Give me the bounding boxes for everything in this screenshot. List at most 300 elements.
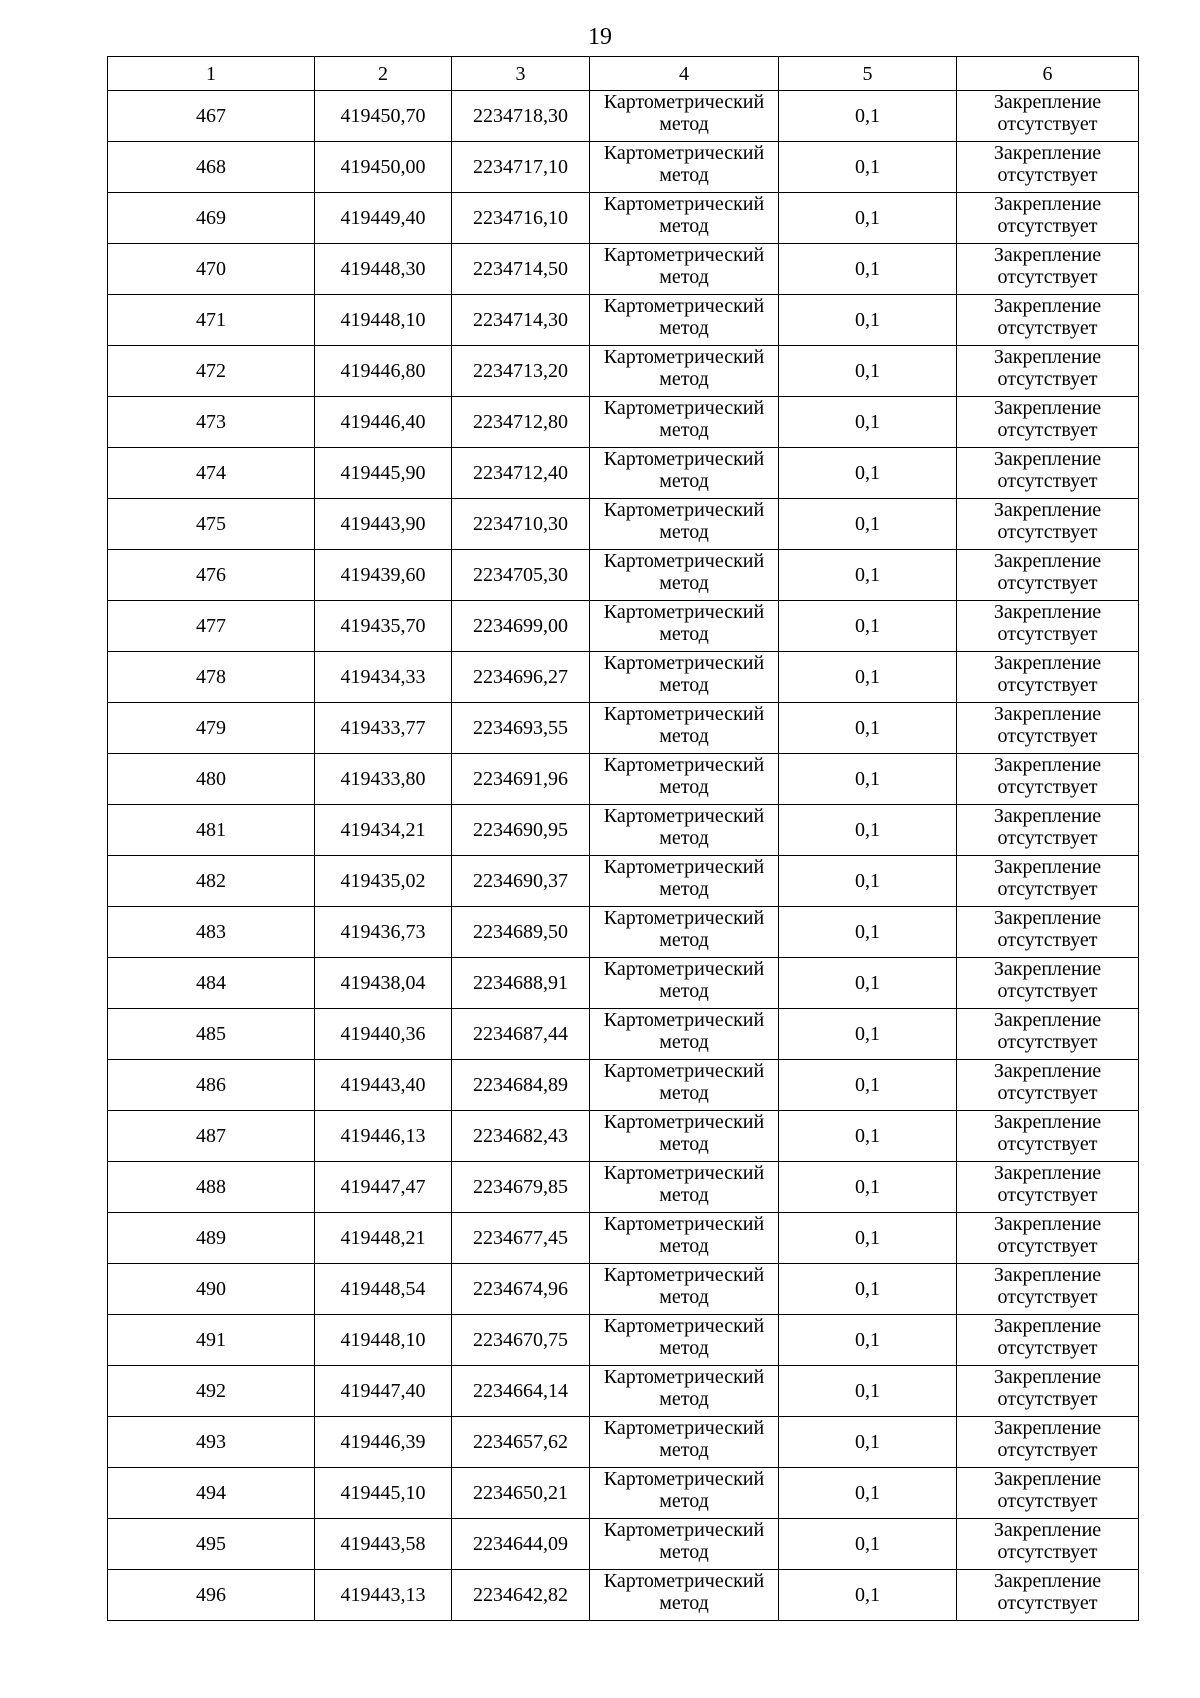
fixation-cell-line-2: отсутствует: [997, 776, 1098, 798]
fixation-cell-line-1: Закрепление: [993, 1111, 1102, 1133]
table-row: [108, 805, 1139, 856]
point-number-cell: 487: [108, 1111, 315, 1162]
method-cell: [590, 805, 779, 856]
y-coordinate-cell: 2234699,00: [452, 601, 590, 652]
method-cell-line-2: метод: [659, 878, 709, 900]
y-coordinate-cell: 2234712,40: [452, 448, 590, 499]
method-cell-text: [590, 448, 778, 492]
fixation-cell-line-1: Закрепление: [993, 1009, 1102, 1031]
x-coordinate-cell: 419448,54: [315, 1264, 452, 1315]
method-cell-line-1: Картометрический: [603, 856, 765, 878]
method-cell-line-2: метод: [659, 776, 709, 798]
fixation-cell: [957, 1060, 1139, 1111]
fixation-cell-line-2: отсутствует: [997, 1235, 1098, 1257]
fixation-cell-line-1: Закрепление: [993, 856, 1102, 878]
method-cell: [590, 1315, 779, 1366]
table-row: [108, 244, 1139, 295]
fixation-cell-text: [957, 91, 1138, 135]
fixation-cell-line-2: отсутствует: [997, 1541, 1098, 1563]
accuracy-cell: 0,1: [779, 1264, 957, 1315]
fixation-cell-line-1: Закрепление: [993, 346, 1102, 368]
method-cell-line-1: Картометрический: [603, 1213, 765, 1235]
point-number-cell: 476: [108, 550, 315, 601]
method-cell-text: [590, 499, 778, 543]
point-number-cell: 480: [108, 754, 315, 805]
fixation-cell-line-1: Закрепление: [993, 1315, 1102, 1337]
method-cell: [590, 295, 779, 346]
method-cell-line-1: Картометрический: [603, 958, 765, 980]
fixation-cell-line-2: отсутствует: [997, 317, 1098, 339]
table-row: [108, 652, 1139, 703]
point-number-cell: 486: [108, 1060, 315, 1111]
x-coordinate-cell: 419435,70: [315, 601, 452, 652]
point-number-cell: 484: [108, 958, 315, 1009]
fixation-cell-line-2: отсутствует: [997, 623, 1098, 645]
table-row: [108, 1009, 1139, 1060]
fixation-cell-line-2: отсутствует: [997, 1337, 1098, 1359]
fixation-cell: [957, 703, 1139, 754]
point-number-cell: 472: [108, 346, 315, 397]
fixation-cell-text: [957, 1315, 1138, 1359]
method-cell-line-1: Картометрический: [603, 907, 765, 929]
fixation-cell-line-2: отсутствует: [997, 521, 1098, 543]
accuracy-cell: 0,1: [779, 1366, 957, 1417]
point-number-cell: 479: [108, 703, 315, 754]
point-number-cell: 489: [108, 1213, 315, 1264]
fixation-cell-line-1: Закрепление: [993, 193, 1102, 215]
method-cell: [590, 346, 779, 397]
fixation-cell: [957, 907, 1139, 958]
column-header-3: 3: [452, 57, 590, 91]
point-number-cell: 482: [108, 856, 315, 907]
fixation-cell-line-1: Закрепление: [993, 601, 1102, 623]
point-number-cell: 481: [108, 805, 315, 856]
x-coordinate-cell: 419438,04: [315, 958, 452, 1009]
accuracy-cell: 0,1: [779, 550, 957, 601]
method-cell-line-2: метод: [659, 980, 709, 1002]
fixation-cell-line-2: отсутствует: [997, 1286, 1098, 1308]
method-cell-text: [590, 1366, 778, 1410]
method-cell-text: [590, 550, 778, 594]
y-coordinate-cell: 2234688,91: [452, 958, 590, 1009]
fixation-cell-line-1: Закрепление: [993, 805, 1102, 827]
method-cell: [590, 1009, 779, 1060]
y-coordinate-cell: 2234718,30: [452, 91, 590, 142]
method-cell-line-1: Картометрический: [603, 295, 765, 317]
y-coordinate-cell: 2234642,82: [452, 1570, 590, 1621]
method-cell-line-1: Картометрический: [603, 805, 765, 827]
method-cell: [590, 601, 779, 652]
method-cell-line-2: метод: [659, 1133, 709, 1155]
point-number-cell: 474: [108, 448, 315, 499]
column-header-4: 4: [590, 57, 779, 91]
table-row: [108, 91, 1139, 142]
y-coordinate-cell: 2234657,62: [452, 1417, 590, 1468]
fixation-cell-line-1: Закрепление: [993, 1366, 1102, 1388]
method-cell-line-2: метод: [659, 623, 709, 645]
y-coordinate-cell: 2234712,80: [452, 397, 590, 448]
method-cell-line-2: метод: [659, 1388, 709, 1410]
method-cell-line-1: Картометрический: [603, 91, 765, 113]
method-cell-line-2: метод: [659, 1439, 709, 1461]
accuracy-cell: 0,1: [779, 703, 957, 754]
fixation-cell-text: [957, 499, 1138, 543]
fixation-cell-line-2: отсутствует: [997, 980, 1098, 1002]
point-number-cell: 471: [108, 295, 315, 346]
point-number-cell: 470: [108, 244, 315, 295]
method-cell: [590, 958, 779, 1009]
method-cell: [590, 1162, 779, 1213]
accuracy-cell: 0,1: [779, 601, 957, 652]
y-coordinate-cell: 2234677,45: [452, 1213, 590, 1264]
fixation-cell: [957, 958, 1139, 1009]
fixation-cell-line-1: Закрепление: [993, 1417, 1102, 1439]
method-cell-line-2: метод: [659, 215, 709, 237]
x-coordinate-cell: 419443,90: [315, 499, 452, 550]
method-cell-line-2: метод: [659, 164, 709, 186]
method-cell: [590, 193, 779, 244]
method-cell-text: [590, 1264, 778, 1308]
point-number-cell: 469: [108, 193, 315, 244]
accuracy-cell: 0,1: [779, 1009, 957, 1060]
column-header-1: 1: [108, 57, 315, 91]
fixation-cell-line-2: отсутствует: [997, 164, 1098, 186]
method-cell-text: [590, 805, 778, 849]
fixation-cell-text: [957, 448, 1138, 492]
fixation-cell-line-1: Закрепление: [993, 652, 1102, 674]
accuracy-cell: 0,1: [779, 1315, 957, 1366]
fixation-cell-text: [957, 1213, 1138, 1257]
fixation-cell-line-2: отсутствует: [997, 266, 1098, 288]
fixation-cell-text: [957, 1366, 1138, 1410]
fixation-cell-text: [957, 1111, 1138, 1155]
accuracy-cell: 0,1: [779, 244, 957, 295]
table-row: [108, 1162, 1139, 1213]
fixation-cell: [957, 1519, 1139, 1570]
method-cell-line-2: метод: [659, 827, 709, 849]
method-cell-line-1: Картометрический: [603, 1162, 765, 1184]
fixation-cell-text: [957, 346, 1138, 390]
fixation-cell-text: [957, 856, 1138, 900]
point-number-cell: 478: [108, 652, 315, 703]
fixation-cell-text: [957, 958, 1138, 1002]
fixation-cell: [957, 346, 1139, 397]
fixation-cell-text: [957, 193, 1138, 237]
fixation-cell-text: [957, 1009, 1138, 1053]
method-cell-line-2: метод: [659, 572, 709, 594]
fixation-cell-text: [957, 907, 1138, 951]
method-cell-text: [590, 1111, 778, 1155]
table-row: [108, 1468, 1139, 1519]
x-coordinate-cell: 419434,33: [315, 652, 452, 703]
method-cell: [590, 754, 779, 805]
method-cell-text: [590, 856, 778, 900]
fixation-cell: [957, 448, 1139, 499]
y-coordinate-cell: 2234716,10: [452, 193, 590, 244]
fixation-cell: [957, 601, 1139, 652]
fixation-cell-text: [957, 1570, 1138, 1614]
method-cell-line-1: Картометрический: [603, 193, 765, 215]
fixation-cell: [957, 193, 1139, 244]
method-cell-line-1: Картометрический: [603, 142, 765, 164]
fixation-cell-line-1: Закрепление: [993, 91, 1102, 113]
fixation-cell-text: [957, 142, 1138, 186]
y-coordinate-cell: 2234713,20: [452, 346, 590, 397]
y-coordinate-cell: 2234682,43: [452, 1111, 590, 1162]
y-coordinate-cell: 2234690,95: [452, 805, 590, 856]
fixation-cell-line-2: отсутствует: [997, 1133, 1098, 1155]
x-coordinate-cell: 419439,60: [315, 550, 452, 601]
method-cell-text: [590, 346, 778, 390]
accuracy-cell: 0,1: [779, 1111, 957, 1162]
method-cell-text: [590, 1213, 778, 1257]
fixation-cell-line-1: Закрепление: [993, 958, 1102, 980]
fixation-cell-line-2: отсутствует: [997, 1082, 1098, 1104]
method-cell: [590, 703, 779, 754]
accuracy-cell: 0,1: [779, 958, 957, 1009]
accuracy-cell: 0,1: [779, 754, 957, 805]
fixation-cell-line-2: отсутствует: [997, 1439, 1098, 1461]
point-number-cell: 492: [108, 1366, 315, 1417]
fixation-cell: [957, 1264, 1139, 1315]
y-coordinate-cell: 2234714,50: [452, 244, 590, 295]
coordinates-table: [107, 56, 1139, 1621]
x-coordinate-cell: 419449,40: [315, 193, 452, 244]
fixation-cell-text: [957, 703, 1138, 747]
fixation-cell-text: [957, 1264, 1138, 1308]
x-coordinate-cell: 419443,13: [315, 1570, 452, 1621]
method-cell-line-2: метод: [659, 521, 709, 543]
fixation-cell-text: [957, 1468, 1138, 1512]
fixation-cell-line-2: отсутствует: [997, 1184, 1098, 1206]
fixation-cell-line-1: Закрепление: [993, 703, 1102, 725]
method-cell-text: [590, 601, 778, 645]
fixation-cell: [957, 805, 1139, 856]
point-number-cell: 494: [108, 1468, 315, 1519]
accuracy-cell: 0,1: [779, 805, 957, 856]
y-coordinate-cell: 2234690,37: [452, 856, 590, 907]
method-cell: [590, 499, 779, 550]
accuracy-cell: 0,1: [779, 1213, 957, 1264]
fixation-cell-line-1: Закрепление: [993, 1264, 1102, 1286]
fixation-cell-line-1: Закрепление: [993, 142, 1102, 164]
fixation-cell-text: [957, 397, 1138, 441]
method-cell-text: [590, 1570, 778, 1614]
table-row: [108, 1060, 1139, 1111]
y-coordinate-cell: 2234687,44: [452, 1009, 590, 1060]
method-cell: [590, 1468, 779, 1519]
fixation-cell-line-1: Закрепление: [993, 499, 1102, 521]
method-cell: [590, 142, 779, 193]
method-cell-line-1: Картометрический: [603, 499, 765, 521]
y-coordinate-cell: 2234684,89: [452, 1060, 590, 1111]
accuracy-cell: 0,1: [779, 1570, 957, 1621]
method-cell: [590, 397, 779, 448]
method-cell-line-1: Картометрический: [603, 703, 765, 725]
fixation-cell-text: [957, 550, 1138, 594]
table-row: [108, 499, 1139, 550]
fixation-cell: [957, 1009, 1139, 1060]
method-cell-line-2: метод: [659, 317, 709, 339]
fixation-cell-line-1: Закрепление: [993, 1162, 1102, 1184]
x-coordinate-cell: 419450,00: [315, 142, 452, 193]
y-coordinate-cell: 2234693,55: [452, 703, 590, 754]
method-cell-line-2: метод: [659, 1337, 709, 1359]
fixation-cell-line-2: отсутствует: [997, 215, 1098, 237]
method-cell: [590, 907, 779, 958]
table-row: [108, 907, 1139, 958]
fixation-cell-line-1: Закрепление: [993, 1060, 1102, 1082]
fixation-cell-line-1: Закрепление: [993, 1468, 1102, 1490]
table-row: [108, 754, 1139, 805]
y-coordinate-cell: 2234696,27: [452, 652, 590, 703]
fixation-cell-text: [957, 1417, 1138, 1461]
fixation-cell: [957, 499, 1139, 550]
method-cell-line-1: Картометрический: [603, 1570, 765, 1592]
method-cell-line-2: метод: [659, 674, 709, 696]
accuracy-cell: 0,1: [779, 142, 957, 193]
method-cell: [590, 1570, 779, 1621]
table-row: [108, 1315, 1139, 1366]
method-cell: [590, 91, 779, 142]
table-row: [108, 1570, 1139, 1621]
fixation-cell-line-1: Закрепление: [993, 1213, 1102, 1235]
point-number-cell: 488: [108, 1162, 315, 1213]
method-cell-text: [590, 958, 778, 1002]
fixation-cell: [957, 856, 1139, 907]
table-row: [108, 193, 1139, 244]
fixation-cell-line-2: отсутствует: [997, 929, 1098, 951]
method-cell: [590, 1417, 779, 1468]
fixation-cell-line-2: отсутствует: [997, 1388, 1098, 1410]
method-cell-line-2: метод: [659, 929, 709, 951]
method-cell: [590, 1111, 779, 1162]
point-number-cell: 467: [108, 91, 315, 142]
method-cell-text: [590, 193, 778, 237]
fixation-cell: [957, 1468, 1139, 1519]
method-cell-line-2: метод: [659, 1490, 709, 1512]
fixation-cell: [957, 754, 1139, 805]
method-cell-line-2: метод: [659, 1592, 709, 1614]
method-cell-line-1: Картометрический: [603, 1519, 765, 1541]
method-cell-line-2: метод: [659, 1286, 709, 1308]
fixation-cell: [957, 1366, 1139, 1417]
table-body: [108, 91, 1139, 1621]
method-cell-text: [590, 295, 778, 339]
y-coordinate-cell: 2234644,09: [452, 1519, 590, 1570]
fixation-cell-line-2: отсутствует: [997, 470, 1098, 492]
fixation-cell-line-1: Закрепление: [993, 448, 1102, 470]
method-cell: [590, 550, 779, 601]
x-coordinate-cell: 419448,10: [315, 1315, 452, 1366]
accuracy-cell: 0,1: [779, 652, 957, 703]
table-row: [108, 142, 1139, 193]
method-cell-line-1: Картометрический: [603, 652, 765, 674]
y-coordinate-cell: 2234679,85: [452, 1162, 590, 1213]
method-cell-text: [590, 703, 778, 747]
accuracy-cell: 0,1: [779, 856, 957, 907]
method-cell-line-1: Картометрический: [603, 1417, 765, 1439]
point-number-cell: 485: [108, 1009, 315, 1060]
method-cell-line-2: метод: [659, 266, 709, 288]
method-cell-line-2: метод: [659, 470, 709, 492]
fixation-cell-text: [957, 295, 1138, 339]
y-coordinate-cell: 2234714,30: [452, 295, 590, 346]
accuracy-cell: 0,1: [779, 1519, 957, 1570]
method-cell-line-2: метод: [659, 113, 709, 135]
method-cell-text: [590, 652, 778, 696]
method-cell: [590, 1060, 779, 1111]
x-coordinate-cell: 419434,21: [315, 805, 452, 856]
method-cell-line-1: Картометрический: [603, 1468, 765, 1490]
y-coordinate-cell: 2234650,21: [452, 1468, 590, 1519]
fixation-cell: [957, 397, 1139, 448]
table-row: [108, 295, 1139, 346]
x-coordinate-cell: 419445,10: [315, 1468, 452, 1519]
point-number-cell: 493: [108, 1417, 315, 1468]
column-header-5: 5: [779, 57, 957, 91]
column-header-6: 6: [957, 57, 1139, 91]
method-cell: [590, 1366, 779, 1417]
method-cell-text: [590, 1519, 778, 1563]
method-cell-line-1: Картометрический: [603, 244, 765, 266]
y-coordinate-cell: 2234674,96: [452, 1264, 590, 1315]
accuracy-cell: 0,1: [779, 1417, 957, 1468]
table-row: [108, 550, 1139, 601]
method-cell-text: [590, 1060, 778, 1104]
point-number-cell: 468: [108, 142, 315, 193]
x-coordinate-cell: 419435,02: [315, 856, 452, 907]
fixation-cell-text: [957, 1519, 1138, 1563]
x-coordinate-cell: 419446,13: [315, 1111, 452, 1162]
point-number-cell: 483: [108, 907, 315, 958]
point-number-cell: 477: [108, 601, 315, 652]
fixation-cell: [957, 295, 1139, 346]
x-coordinate-cell: 419447,40: [315, 1366, 452, 1417]
x-coordinate-cell: 419436,73: [315, 907, 452, 958]
table-row: [108, 856, 1139, 907]
point-number-cell: 473: [108, 397, 315, 448]
x-coordinate-cell: 419445,90: [315, 448, 452, 499]
y-coordinate-cell: 2234689,50: [452, 907, 590, 958]
point-number-cell: 490: [108, 1264, 315, 1315]
page-number: 19: [588, 24, 612, 50]
fixation-cell-line-2: отсутствует: [997, 572, 1098, 594]
method-cell-line-1: Картометрический: [603, 346, 765, 368]
method-cell: [590, 244, 779, 295]
method-cell-text: [590, 1417, 778, 1461]
table-row: [108, 1519, 1139, 1570]
method-cell-text: [590, 1315, 778, 1359]
method-cell-text: [590, 1162, 778, 1206]
method-cell-text: [590, 907, 778, 951]
fixation-cell: [957, 1162, 1139, 1213]
fixation-cell-line-2: отсутствует: [997, 1490, 1098, 1512]
method-cell-line-1: Картометрический: [603, 1315, 765, 1337]
accuracy-cell: 0,1: [779, 1060, 957, 1111]
fixation-cell-line-2: отсутствует: [997, 827, 1098, 849]
method-cell-line-1: Картометрический: [603, 1111, 765, 1133]
x-coordinate-cell: 419448,30: [315, 244, 452, 295]
fixation-cell: [957, 91, 1139, 142]
method-cell: [590, 448, 779, 499]
table-row: [108, 346, 1139, 397]
table-row: [108, 1417, 1139, 1468]
fixation-cell: [957, 1417, 1139, 1468]
fixation-cell-line-2: отсутствует: [997, 419, 1098, 441]
method-cell-text: [590, 244, 778, 288]
y-coordinate-cell: 2234691,96: [452, 754, 590, 805]
